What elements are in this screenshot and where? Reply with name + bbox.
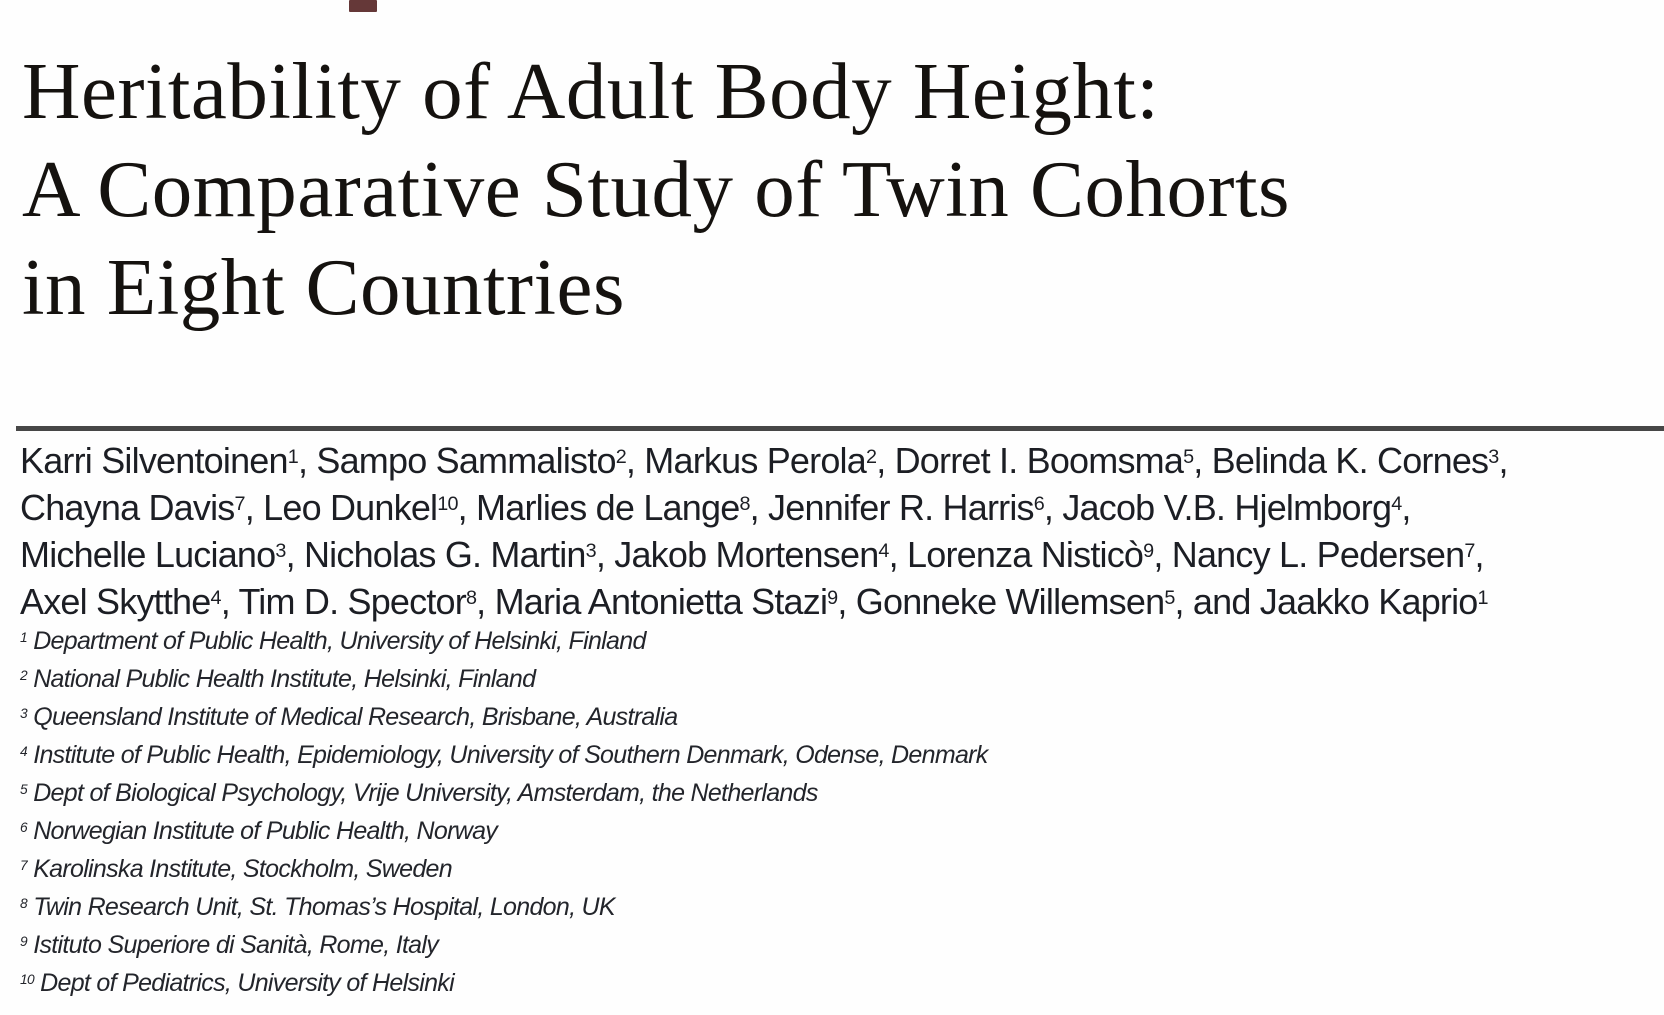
affiliation-line: $^{10}$ Dept of Pediatrics, University of Helsinki xyxy=(20,969,454,997)
affiliation-line: $^6$ Norwegian Institute of Public Health, Norway xyxy=(20,817,498,845)
affiliation-list xyxy=(20,622,988,1002)
affiliation-line: $^1$ Department of Public Health, University of Helsinki, Finland xyxy=(20,627,646,655)
author-line: Chayna Davis$^7$, Leo Dunkel$^{10}$, Marlies de Lange$^8$, Jennifer R. Harris$^6$, Jacob V.B. Hjelmborg$^4$, xyxy=(20,487,1411,528)
author-list xyxy=(20,437,1508,625)
author-line: Michelle Luciano$^3$, Nicholas G. Martin$^3$, Jakob Mortensen$^4$, Lorenza Nisticò$^9$, Nancy L. Pedersen$^7$, xyxy=(20,534,1484,575)
scan-artifact-mark xyxy=(349,0,377,12)
affiliation-line: $^4$ Institute of Public Health, Epidemiology, University of Southern Denmark, Odense, Denmark xyxy=(20,741,988,769)
author-line: Axel Skytthe$^4$, Tim D. Spector$^8$, Maria Antonietta Stazi$^9$, Gonneke Willemsen$^5$, and Jaakko Kaprio$^1$ xyxy=(20,581,1488,622)
affiliation-line: $^9$ Istituto Superiore di Sanità, Rome, Italy xyxy=(20,931,439,959)
divider-rule xyxy=(16,426,1664,431)
affiliation-line: $^5$ Dept of Biological Psychology, Vrije University, Amsterdam, the Netherlands xyxy=(20,779,818,807)
affiliation-line: $^7$ Karolinska Institute, Stockholm, Sweden xyxy=(20,855,452,883)
affiliation-line: $^8$ Twin Research Unit, St. Thomas’s Hospital, London, UK xyxy=(20,893,615,921)
paper-title-line-1: Heritability of Adult Body Height: xyxy=(22,46,1160,136)
paper-title xyxy=(22,42,1290,336)
affiliation-line: $^3$ Queensland Institute of Medical Research, Brisbane, Australia xyxy=(20,703,678,731)
paper-title-line-2: A Comparative Study of Twin Cohorts xyxy=(22,144,1291,234)
paper-title-line-3: in Eight Countries xyxy=(22,242,625,332)
author-line: Karri Silventoinen$^1$, Sampo Sammalisto$^2$, Markus Perola$^2$, Dorret I. Boomsma$^5$, Belinda K. Cornes$^3$, xyxy=(20,440,1508,481)
affiliation-line: $^2$ National Public Health Institute, Helsinki, Finland xyxy=(20,665,536,693)
